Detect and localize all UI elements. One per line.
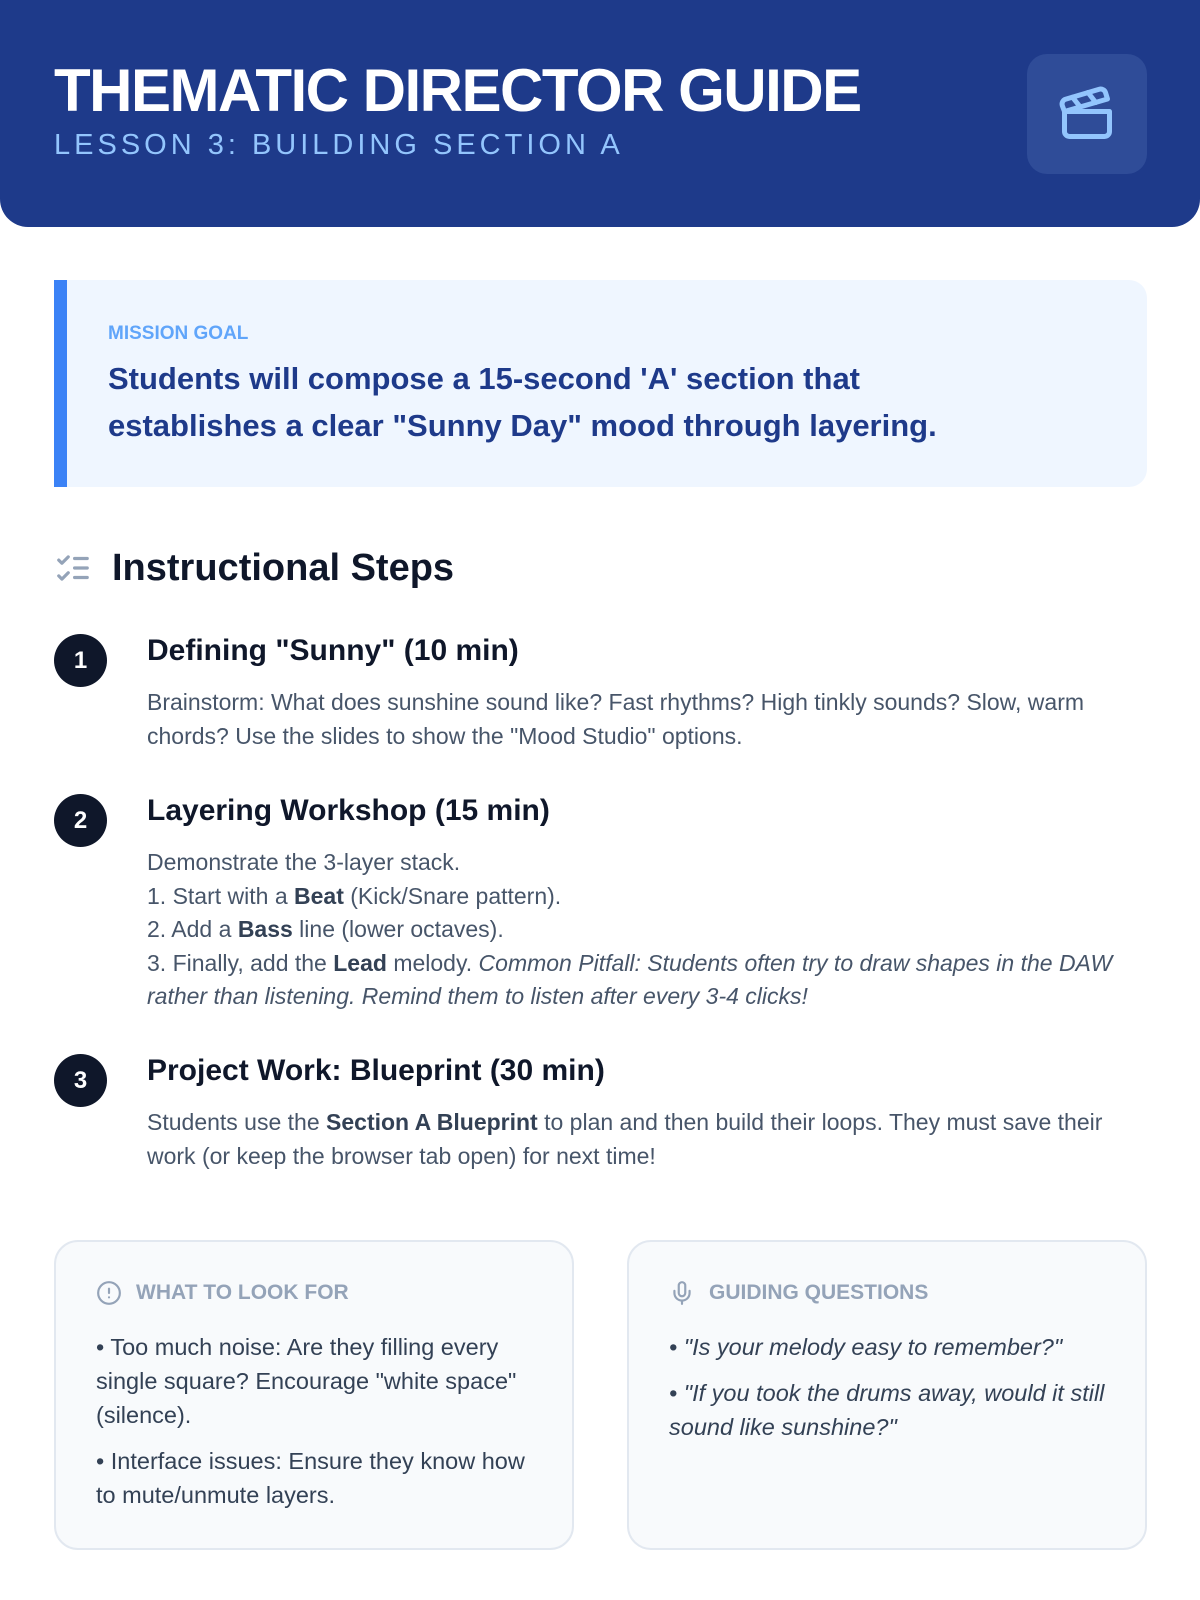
text-segment: (Kick/Snare pattern). — [343, 882, 562, 909]
guiding-questions-card — [627, 1240, 1147, 1550]
text-segment: 1. Start with a — [147, 882, 295, 909]
list-item: • "Is your melody easy to remember?" — [669, 1334, 1063, 1360]
page-subtitle: LESSON 3: BUILDING SECTION A — [54, 129, 624, 161]
step-line — [147, 947, 1147, 1014]
step-line — [147, 913, 1147, 947]
mission-goal-line-2: establishes a clear "Sunny Day" mood through layering. — [108, 408, 937, 443]
text-segment: 2. Add a — [147, 916, 238, 942]
alert-circle-icon — [96, 1280, 122, 1306]
bold-term: Beat — [294, 882, 344, 909]
text-segment: melody. — [386, 949, 479, 976]
step-description — [147, 846, 1147, 1014]
page-title: THEMATIC DIRECTOR GUIDE — [54, 57, 861, 124]
mission-goal-label: MISSION GOAL — [108, 323, 249, 344]
card-title: WHAT TO LOOK FOR — [136, 1281, 349, 1304]
bold-term: Bass — [237, 916, 293, 942]
text-segment: line (lower octaves). — [292, 916, 504, 942]
clapperboard-icon — [1057, 84, 1117, 144]
step-description — [147, 1106, 1147, 1173]
list-item: • "If you took the drums away, would it still sound like sunshine?" — [669, 1380, 1105, 1440]
step-title: Layering Workshop (15 min) — [147, 794, 550, 827]
list-item: • Too much noise: Are they filling every single square? Encourage "white space" (silence). — [96, 1334, 517, 1428]
section-title: Instructional Steps — [112, 546, 455, 589]
guiding-questions-list — [669, 1330, 1119, 1456]
checklist-icon — [54, 549, 92, 587]
card-title: GUIDING QUESTIONS — [709, 1281, 929, 1304]
list-item: • Interface issues: Ensure they know how to mute/unmute layers. — [96, 1448, 525, 1508]
mission-goal-line-1: Students will compose a 15-second 'A' section that — [108, 361, 861, 396]
look-for-list — [96, 1330, 546, 1524]
step-description: Brainstorm: What does sunshine sound like? Fast rhythms? High tinkly sounds? Slow, warm chords? Use the slides to show the "Mood Studio" options. — [147, 689, 1085, 749]
text-segment: to plan and then build their loops. They must save their work (or keep the browser tab open) for next time! — [147, 1109, 1103, 1169]
card-header — [669, 1280, 928, 1306]
bold-term: Section A Blueprint — [326, 1109, 538, 1135]
step-number-badge: 3 — [54, 1054, 107, 1107]
mission-goal-box — [54, 280, 1147, 487]
step-line — [147, 880, 1147, 914]
text-segment: Students use the — [147, 1109, 327, 1135]
text-segment: 3. Finally, add the — [147, 949, 334, 976]
step-title: Defining "Sunny" (10 min) — [147, 634, 519, 667]
card-header — [96, 1280, 349, 1306]
instructional-steps-heading — [54, 540, 454, 596]
what-to-look-for-card — [54, 1240, 574, 1550]
pitfall-note: Common Pitfall: Students often try to draw shapes in the DAW rather than listening. Remind them to listen after every 3-4 clicks! — [147, 949, 1113, 1009]
bold-term: Lead — [333, 949, 387, 976]
step-number-badge: 1 — [54, 634, 107, 687]
microphone-icon — [669, 1280, 695, 1306]
header-banner — [0, 0, 1200, 227]
header-icon-box — [1027, 54, 1147, 174]
step-title: Project Work: Blueprint (30 min) — [147, 1054, 605, 1087]
step-intro: Demonstrate the 3-layer stack. — [147, 849, 461, 875]
mission-goal-text — [108, 355, 1108, 449]
step-number-badge: 2 — [54, 794, 107, 847]
